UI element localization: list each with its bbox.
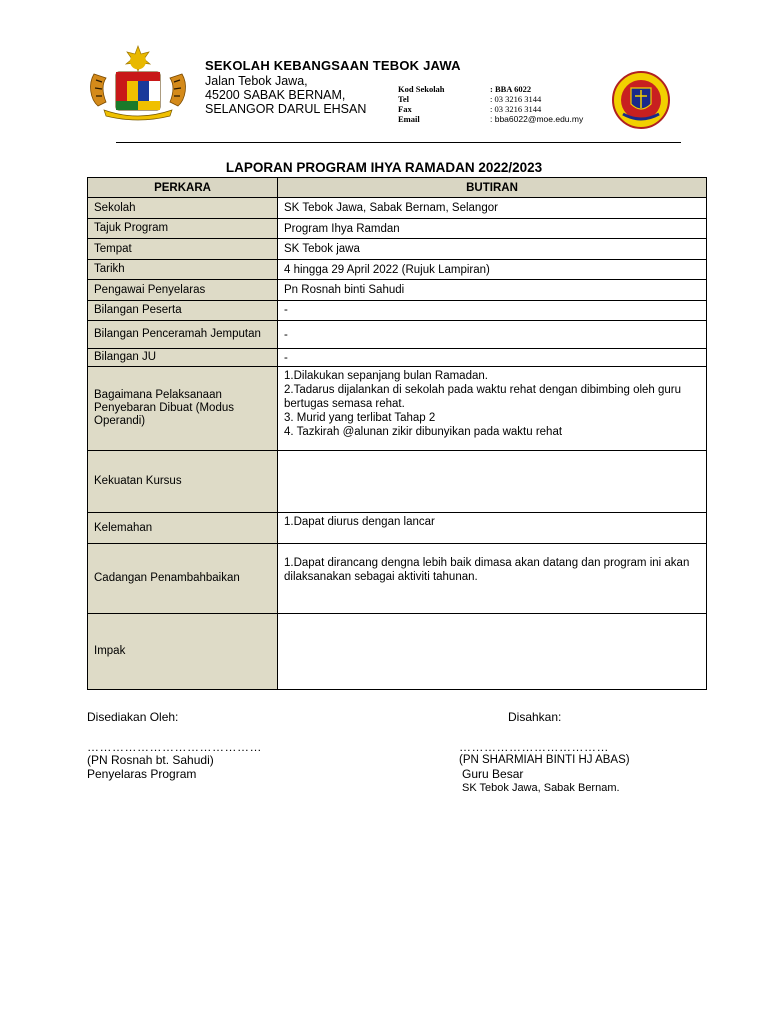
header-divider bbox=[116, 142, 681, 143]
row-label: Bilangan Penceramah Jemputan bbox=[88, 321, 278, 349]
table-row bbox=[88, 451, 707, 513]
row-label: Tarikh bbox=[88, 260, 278, 280]
row-value: 4 hingga 29 April 2022 (Rujuk Lampiran) bbox=[278, 260, 707, 280]
school-name: SEKOLAH KEBANGSAAN TEBOK JAWA bbox=[205, 58, 461, 73]
approved-by-role: Guru Besar bbox=[462, 767, 524, 781]
contact-value-code: : BBA 6022 bbox=[490, 84, 532, 94]
row-label: Impak bbox=[88, 614, 278, 690]
table-row bbox=[88, 301, 707, 321]
row-label: Bagaimana Pelaksanaan Penyebaran Dibuat (Modus Operandi) bbox=[88, 367, 278, 451]
row-label: Bilangan JU bbox=[88, 349, 278, 367]
row-value-line: 2.Tadarus dijalankan di sekolah pada waktu rehat dengan dibimbing oleh guru bertugas semasa rehat. bbox=[284, 384, 682, 410]
row-label: Kekuatan Kursus bbox=[88, 451, 278, 513]
approved-by-signature-line: ……………………………… bbox=[459, 740, 609, 754]
row-value bbox=[278, 451, 707, 513]
row-label: Kelemahan bbox=[88, 513, 278, 544]
contact-label-code: Kod Sekolah bbox=[398, 84, 445, 94]
row-value bbox=[278, 367, 707, 451]
row-label: Tempat bbox=[88, 239, 278, 260]
row-value: - bbox=[278, 349, 707, 367]
address-line-2: 45200 SABAK BERNAM, bbox=[205, 88, 346, 102]
header-butiran: BUTIRAN bbox=[278, 178, 707, 198]
prepared-by-signature-line: …………………………………… bbox=[87, 740, 262, 754]
approved-by-heading: Disahkan: bbox=[508, 710, 562, 724]
row-value bbox=[278, 614, 707, 690]
report-table bbox=[87, 177, 707, 690]
row-value-line: 4. Tazkirah @alunan zikir dibunyikan pada waktu rehat bbox=[284, 426, 563, 438]
row-value: 1.Dapat dirancang dengna lebih baik dimasa akan datang dan program ini akan dilaksanakan sebagai aktiviti tahunan. bbox=[278, 544, 707, 614]
table-row bbox=[88, 367, 707, 451]
table-header-row bbox=[88, 178, 707, 198]
approved-by-place: SK Tebok Jawa, Sabak Bernam. bbox=[462, 782, 620, 794]
prepared-by-name: (PN Rosnah bt. Sahudi) bbox=[87, 753, 214, 767]
coat-of-arms-logo bbox=[84, 44, 192, 122]
row-label: Cadangan Penambahbaikan bbox=[88, 544, 278, 614]
table-row bbox=[88, 321, 707, 349]
table-row bbox=[88, 513, 707, 544]
row-value-line: 3. Murid yang terlibat Tahap 2 bbox=[284, 412, 436, 424]
row-value-line: 1.Dilakukan sepanjang bulan Ramadan. bbox=[284, 370, 488, 382]
contact-label-fax: Fax bbox=[398, 104, 412, 114]
row-label: Tajuk Program bbox=[88, 219, 278, 239]
address-line-3: SELANGOR DARUL EHSAN bbox=[205, 102, 367, 116]
row-label: Sekolah bbox=[88, 198, 278, 219]
row-value: Pn Rosnah binti Sahudi bbox=[278, 280, 707, 301]
table-row bbox=[88, 349, 707, 367]
table-row bbox=[88, 219, 707, 239]
report-title: LAPORAN PROGRAM IHYA RAMADAN 2022/2023 bbox=[225, 160, 543, 175]
contact-value-fax: : 03 3216 3144 bbox=[490, 104, 542, 114]
contact-label-email: Email bbox=[398, 114, 420, 124]
contact-value-email: : bba6022@moe.edu.my bbox=[490, 114, 584, 124]
header-perkara: PERKARA bbox=[88, 178, 278, 198]
prepared-by-heading: Disediakan Oleh: bbox=[87, 710, 179, 724]
row-value: - bbox=[278, 321, 707, 349]
table-row bbox=[88, 280, 707, 301]
address-line-1: Jalan Tebok Jawa, bbox=[205, 74, 308, 88]
table-row bbox=[88, 544, 707, 614]
row-value: SK Tebok jawa bbox=[278, 239, 707, 260]
row-label: Pengawai Penyelaras bbox=[88, 280, 278, 301]
contact-value-tel: : 03 3216 3144 bbox=[490, 94, 542, 104]
school-badge-logo bbox=[611, 70, 671, 130]
prepared-by-role: Penyelaras Program bbox=[87, 767, 197, 781]
table-row bbox=[88, 239, 707, 260]
table-row bbox=[88, 260, 707, 280]
contact-label-tel: Tel bbox=[398, 94, 410, 104]
table-row bbox=[88, 614, 707, 690]
row-value: 1.Dapat diurus dengan lancar bbox=[278, 513, 707, 544]
row-value: - bbox=[278, 301, 707, 321]
table-row bbox=[88, 198, 707, 219]
approved-by-name: (PN SHARMIAH BINTI HJ ABAS) bbox=[459, 754, 630, 766]
row-value: SK Tebok Jawa, Sabak Bernam, Selangor bbox=[278, 198, 707, 219]
row-label: Bilangan Peserta bbox=[88, 301, 278, 321]
row-value: Program Ihya Ramdan bbox=[278, 219, 707, 239]
